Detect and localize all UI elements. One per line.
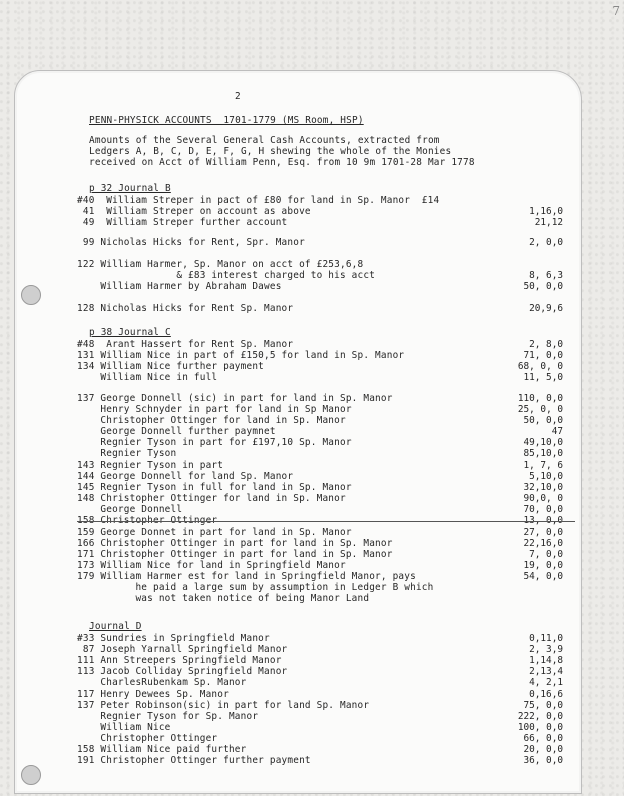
document-page (14, 70, 582, 794)
ledger-entry-text: 128 Nicholas Hicks for Rent Sp. Manor (77, 303, 294, 314)
ledger-entry-text: 148 Christopher Ottinger for land in Sp. Manor (77, 493, 346, 504)
ledger-entry-amount: 2,13,4 (529, 666, 563, 677)
ledger-entry-amount: 75, 0,0 (523, 700, 563, 711)
ledger-entry-amount: 50, 0,0 (523, 415, 563, 426)
ledger-entry-text: 143 Regnier Tyson in part (77, 460, 224, 471)
ledger-entry-amount: 100, 0,0 (517, 722, 563, 733)
ledger-entry-text: 99 Nicholas Hicks for Rent, Spr. Manor (77, 237, 305, 248)
ledger-entry-text: & £83 interest charged to his acct (77, 270, 376, 281)
journal-c-heading: p 38 Journal C (89, 327, 171, 338)
ledger-entry-text: #40 William Streper in pact of £80 for land in Sp. Manor £14 (77, 195, 440, 206)
ledger-entry-text: 173 William Nice for land in Springfield Manor (77, 560, 346, 571)
ledger-entry-text: George Donnell further paymnet (77, 426, 276, 437)
ledger-entry-text: #48 Arant Hassert for Rent Sp. Manor (77, 339, 294, 350)
ledger-entry-text: 134 William Nice further payment (77, 361, 265, 372)
ledger-entry-amount: 1, 7, 6 (523, 460, 563, 471)
ledger-entry-text: 122 William Harmer, Sp. Manor on acct of £253,6,8 (77, 259, 364, 270)
divider-line (77, 521, 575, 522)
ledger-entry-amount: 49,10,0 (523, 437, 563, 448)
ledger-entry-text: Christopher Ottinger for land in Sp. Manor (77, 415, 346, 426)
ledger-entry-amount: 19, 0,0 (523, 560, 563, 571)
ledger-entry-text: William Harmer by Abraham Dawes (77, 281, 282, 292)
ledger-entry-text: 179 William Harmer est for land in Springfield Manor, pays (77, 571, 416, 582)
ledger-entry-text: 137 Peter Robinson(sic) in part for land Sp. Manor (77, 700, 370, 711)
document-title: PENN-PHYSICK ACCOUNTS 1701-1779 (MS Room, HSP) (89, 115, 364, 126)
ledger-entry-amount: 27, 0,0 (523, 527, 563, 538)
ledger-entry-text: 117 Henry Dewees Sp. Manor (77, 689, 229, 700)
ledger-entry-amount: 2, 8,0 (529, 339, 563, 350)
intro-line: Amounts of the Several General Cash Accounts, extracted from (89, 135, 440, 146)
ledger-entry-amount: 8, 6,3 (529, 270, 563, 281)
ledger-entry-amount: 20,9,6 (529, 303, 563, 314)
ledger-entry-text: 158 William Nice paid further (77, 744, 247, 755)
ledger-entry-text: 159 George Donnet in part for land in Sp. Manor (77, 527, 352, 538)
ledger-entry-text: 111 Ann Streepers Springfield Manor (77, 655, 282, 666)
ledger-entry-text: William Nice (77, 722, 171, 733)
ledger-entry-amount: 70, 0,0 (523, 504, 563, 515)
ledger-entry-text: 171 Christopher Ottinger in part for land in Sp. Manor (77, 549, 393, 560)
ledger-entry-text: 166 Christopher Ottinger in part for land in Sp. Manor (77, 538, 393, 549)
ledger-entry-text: Regnier Tyson for Sp. Manor (77, 711, 259, 722)
ledger-entry-amount: 54, 0,0 (523, 571, 563, 582)
ledger-entry-amount: 21,12 (534, 217, 563, 228)
ledger-entry-amount: 25, 0, 0 (517, 404, 563, 415)
ledger-entry-amount: 2, 0,0 (529, 237, 563, 248)
ledger-entry-amount: 20, 0,0 (523, 744, 563, 755)
ledger-entry-amount: 47 (551, 426, 563, 437)
ledger-entry-text: George Donnell (77, 504, 183, 515)
intro-line: received on Acct of William Penn, Esq. from 10 9m 1701-28 Mar 1778 (89, 157, 475, 168)
ledger-entry-text: Christopher Ottinger (77, 733, 218, 744)
page-number: 2 (235, 91, 241, 102)
ledger-entry-text: 113 Jacob Colliday Springfield Manor (77, 666, 288, 677)
ledger-entry-text: 49 William Streper further account (77, 217, 288, 228)
punch-hole (21, 765, 41, 785)
ledger-entry-amount: 4, 2,1 (529, 677, 563, 688)
ledger-entry-amount: 110, 0,0 (517, 393, 563, 404)
journal-b-heading: p 32 Journal B (89, 183, 171, 194)
intro-line: Ledgers A, B, C, D, E, F, G, H shewing the whole of the Monies (89, 146, 452, 157)
ledger-entry-text: 131 William Nice in part of £150,5 for land in Sp. Manor (77, 350, 405, 361)
ledger-entry-text: 41 William Streper on account as above (77, 206, 311, 217)
ledger-entry-amount: 85,10,0 (523, 448, 563, 459)
ledger-entry-amount: 22,16,0 (523, 538, 563, 549)
ledger-entry-text: 87 Joseph Yarnall Springfield Manor (77, 644, 288, 655)
ledger-entry-amount: 7, 0,0 (529, 549, 563, 560)
ledger-entry-amount: 2, 3,9 (529, 644, 563, 655)
ledger-entry-amount: 71, 0,0 (523, 350, 563, 361)
ledger-entry-amount: 0,11,0 (529, 633, 563, 644)
ledger-entry-amount: 222, 0,0 (517, 711, 563, 722)
ledger-entry-text: he paid a large sum by assumption in Ledger B which (77, 582, 434, 593)
ledger-entry-amount: 32,10,0 (523, 482, 563, 493)
ledger-entry-amount: 1,16,0 (529, 206, 563, 217)
ledger-entry-text: was not taken notice of being Manor Land (77, 593, 370, 604)
punch-hole (21, 285, 41, 305)
ledger-entry-amount: 5,10,0 (529, 471, 563, 482)
ledger-entry-amount: 11, 5,0 (523, 372, 563, 383)
ledger-entry-amount: 66, 0,0 (523, 733, 563, 744)
ledger-entry-amount: 0,16,6 (529, 689, 563, 700)
ledger-entry-text: CharlesRubenkam Sp. Manor (77, 677, 247, 688)
journal-d-heading: Journal D (89, 621, 142, 632)
ledger-entry-amount: 1,14,8 (529, 655, 563, 666)
ledger-entry-text: 191 Christopher Ottinger further payment (77, 755, 311, 766)
ledger-entry-amount: 90,0, 0 (523, 493, 563, 504)
ledger-entry-amount: 68, 0, 0 (517, 361, 563, 372)
ledger-entry-amount: 36, 0,0 (523, 755, 563, 766)
ledger-entry-text: Regnier Tyson (77, 448, 177, 459)
ledger-entry-text: #33 Sundries in Springfield Manor (77, 633, 270, 644)
ledger-entry-text: Regnier Tyson in part for £197,10 Sp. Manor (77, 437, 352, 448)
ledger-entry-text: Henry Schnyder in part for land in Sp Manor (77, 404, 352, 415)
ledger-entry-text: William Nice in full (77, 372, 218, 383)
ledger-entry-text: 144 George Donnell for land Sp. Manor (77, 471, 294, 482)
ledger-entry-text: 137 George Donnell (sic) in part for land in Sp. Manor (77, 393, 393, 404)
corner-number: 7 (612, 4, 620, 18)
ledger-entry-text: 145 Regnier Tyson in full for land in Sp. Manor (77, 482, 352, 493)
ledger-entry-amount: 50, 0,0 (523, 281, 563, 292)
